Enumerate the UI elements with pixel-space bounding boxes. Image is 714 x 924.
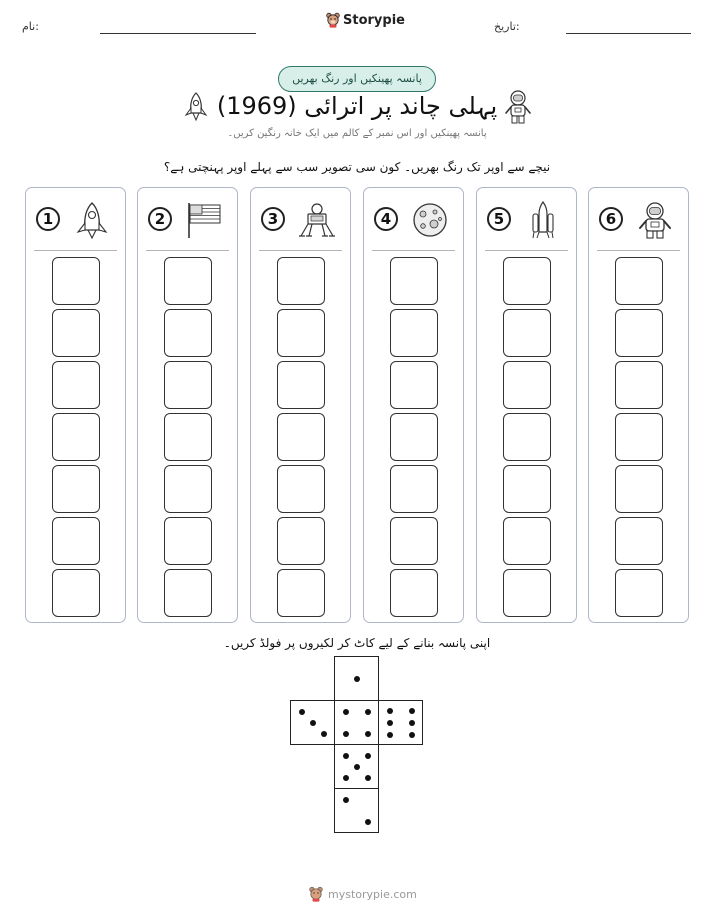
- color-box[interactable]: [615, 361, 663, 409]
- column-divider: [34, 250, 117, 251]
- column-divider: [259, 250, 342, 251]
- color-box[interactable]: [164, 517, 212, 565]
- die-pip: [343, 731, 349, 737]
- die-pip: [354, 764, 360, 770]
- die-pip: [310, 720, 316, 726]
- american-flag-icon: [184, 200, 224, 240]
- color-box[interactable]: [503, 569, 551, 617]
- astronaut-icon: [503, 89, 533, 125]
- column-divider: [146, 250, 229, 251]
- column-divider: [372, 250, 455, 251]
- column-number: 3: [261, 207, 285, 231]
- color-box[interactable]: [390, 309, 438, 357]
- column-4: [363, 187, 464, 623]
- color-box[interactable]: [390, 517, 438, 565]
- die-pip: [343, 797, 349, 803]
- die-pip: [365, 775, 371, 781]
- space-shuttle-icon: [523, 200, 563, 240]
- color-box[interactable]: [503, 361, 551, 409]
- column-3: [250, 187, 351, 623]
- color-box[interactable]: [52, 517, 100, 565]
- astronaut-icon: [635, 200, 675, 240]
- color-box[interactable]: [615, 257, 663, 305]
- column-6: [588, 187, 689, 623]
- column-divider: [485, 250, 568, 251]
- bear-mascot-icon: [308, 886, 324, 902]
- die-pip: [409, 732, 415, 738]
- moon-icon: [410, 200, 450, 240]
- die-pip: [343, 709, 349, 715]
- color-box[interactable]: [503, 465, 551, 513]
- color-box[interactable]: [164, 257, 212, 305]
- die-face-1: [334, 656, 379, 701]
- color-box[interactable]: [390, 569, 438, 617]
- column-number: 6: [599, 207, 623, 231]
- column-number: 2: [148, 207, 172, 231]
- color-box[interactable]: [503, 517, 551, 565]
- color-box[interactable]: [503, 257, 551, 305]
- die-pip: [354, 676, 360, 682]
- color-box[interactable]: [164, 309, 212, 357]
- die-pip: [365, 709, 371, 715]
- column-header: [364, 188, 463, 250]
- name-line[interactable]: [100, 33, 256, 34]
- color-box[interactable]: [390, 361, 438, 409]
- color-box[interactable]: [277, 465, 325, 513]
- color-box[interactable]: [390, 413, 438, 461]
- color-box[interactable]: [615, 517, 663, 565]
- color-box[interactable]: [52, 465, 100, 513]
- date-line[interactable]: [566, 33, 691, 34]
- die-face-2: [334, 788, 379, 833]
- cut-instruction: اپنی پانسہ بنانے کے لیے کاٹ کر لکیروں پر فولڈ کریں۔: [223, 636, 491, 650]
- column-header: [589, 188, 688, 250]
- column-5: [476, 187, 577, 623]
- die-pip: [365, 819, 371, 825]
- color-box[interactable]: [615, 465, 663, 513]
- color-box[interactable]: [164, 569, 212, 617]
- color-box[interactable]: [503, 413, 551, 461]
- column-number: 5: [487, 207, 511, 231]
- die-pip: [365, 753, 371, 759]
- column-1: [25, 187, 126, 623]
- die-face-5: [334, 744, 379, 789]
- die-pip: [387, 720, 393, 726]
- color-box[interactable]: [277, 309, 325, 357]
- color-box[interactable]: [615, 413, 663, 461]
- color-box[interactable]: [277, 569, 325, 617]
- color-box[interactable]: [277, 517, 325, 565]
- column-header: [251, 188, 350, 250]
- color-box[interactable]: [277, 257, 325, 305]
- color-box[interactable]: [52, 569, 100, 617]
- activity-tag: پانسہ پھینکیں اور رنگ بھریں: [278, 66, 436, 92]
- color-box[interactable]: [615, 569, 663, 617]
- color-box[interactable]: [52, 309, 100, 357]
- brand-name: Storypie: [343, 12, 405, 28]
- storypie-logo: [326, 12, 405, 28]
- column-number: 4: [374, 207, 398, 231]
- page-subtitle: پانسہ پھینکیں اور اس نمبر کے کالم میں ایک خانہ رنگین کریں۔: [227, 128, 487, 139]
- die-pip: [343, 753, 349, 759]
- die-pip: [343, 775, 349, 781]
- die-pip: [299, 709, 305, 715]
- color-box[interactable]: [164, 361, 212, 409]
- color-box[interactable]: [615, 309, 663, 357]
- die-pip: [409, 720, 415, 726]
- color-box[interactable]: [390, 465, 438, 513]
- column-header: [26, 188, 125, 250]
- color-box[interactable]: [277, 413, 325, 461]
- column-divider: [597, 250, 680, 251]
- die-face-3: [290, 700, 335, 745]
- column-header: [138, 188, 237, 250]
- die-pip: [387, 708, 393, 714]
- column-2: [137, 187, 238, 623]
- column-header: [477, 188, 576, 250]
- die-pip: [365, 731, 371, 737]
- color-box[interactable]: [164, 465, 212, 513]
- date-label: تاریخ:: [494, 20, 520, 33]
- color-box[interactable]: [503, 309, 551, 357]
- color-box[interactable]: [52, 413, 100, 461]
- lunar-module-icon: [297, 200, 337, 240]
- rocket-icon: [72, 200, 112, 240]
- column-number: 1: [36, 207, 60, 231]
- color-box[interactable]: [390, 257, 438, 305]
- footer-url[interactable]: mystorypie.com: [328, 887, 417, 901]
- footer: [308, 886, 417, 902]
- page-title: پہلی چاند پر اترائی (1969): [216, 92, 498, 120]
- die-face-6: [378, 700, 423, 745]
- color-box[interactable]: [52, 257, 100, 305]
- die-pip: [387, 732, 393, 738]
- bear-mascot-icon: [326, 12, 340, 28]
- die-pip: [409, 708, 415, 714]
- die-face-4: [334, 700, 379, 745]
- question-text: نیچے سے اوپر تک رنگ بھریں۔ کون سی تصویر سب سے پہلے اوپر پہنچتی ہے؟: [163, 160, 551, 174]
- name-label: نام:: [22, 20, 39, 33]
- die-pip: [321, 731, 327, 737]
- color-box[interactable]: [52, 361, 100, 409]
- color-box[interactable]: [164, 413, 212, 461]
- color-box[interactable]: [277, 361, 325, 409]
